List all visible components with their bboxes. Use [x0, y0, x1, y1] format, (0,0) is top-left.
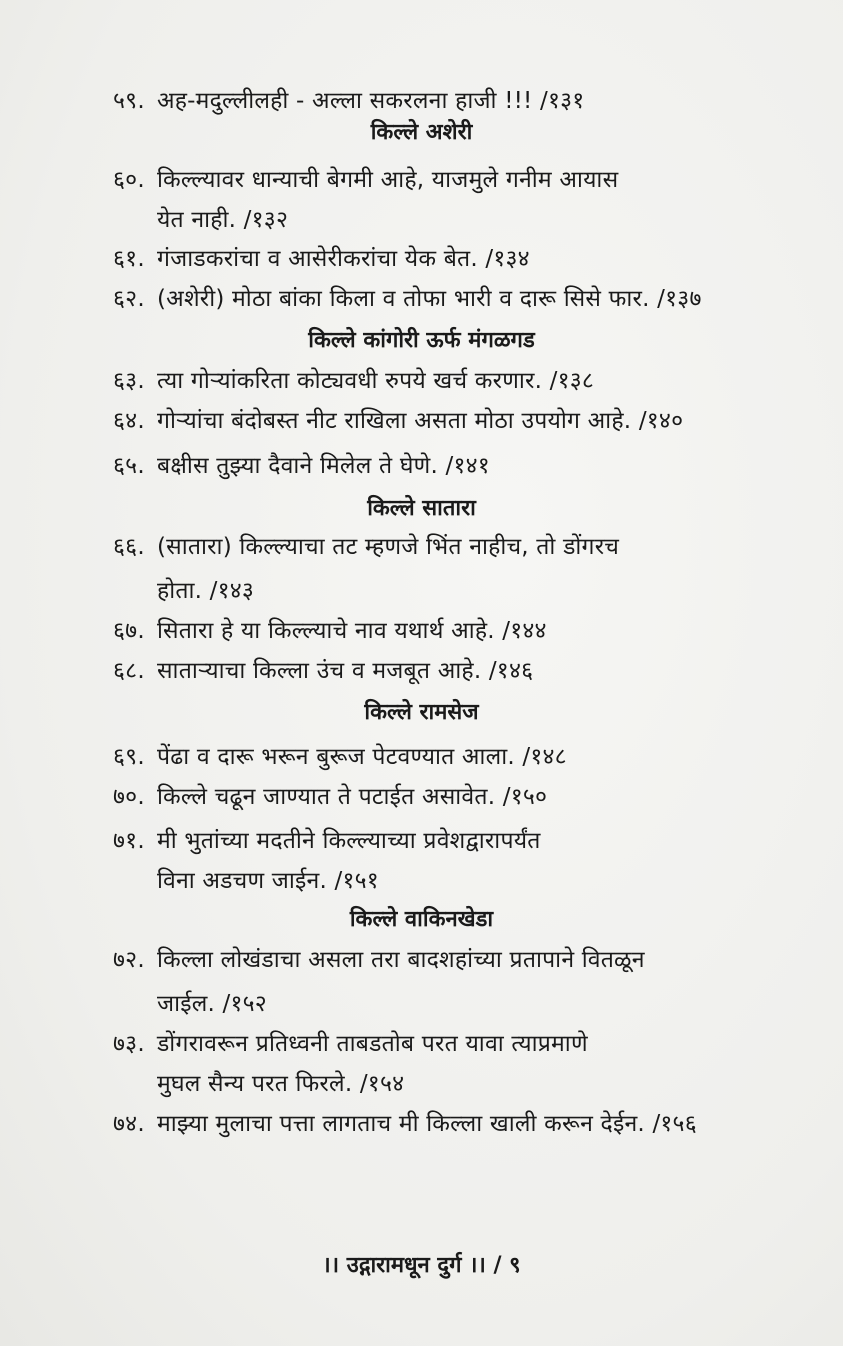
entry-text: किल्ला लोखंडाचा असला तरा बादशहांच्या प्रतापाने वितळून [157, 947, 645, 973]
entry-text: सितारा हे या किल्ल्याचे नाव यथार्थ आहे. /१४४ [157, 618, 547, 644]
entry-number: ६१. [113, 246, 145, 272]
entry-text: (सातारा) किल्ल्याचा तट म्हणजे भिंत नाहीच, तो डोंगरच [157, 534, 620, 560]
section-heading: किल्ले कांगोरी ऊर्फ मंगळगड [308, 328, 535, 353]
entry-number: ७४. [113, 1111, 145, 1137]
entry-text-continuation: मुघल सैन्य परत फिरले. /१५४ [157, 1071, 405, 1097]
entry-text: किल्ल्यावर धान्याची बेगमी आहे, याजमुले गनीम आयास [157, 167, 619, 193]
entry-number: ६७. [113, 618, 145, 644]
page-footer: ।। उद्गारामधून दुर्ग ।। / ९ [322, 1253, 521, 1278]
section-heading: किल्ले वाकिनखेडा [349, 907, 494, 932]
entry-number: ६३. [113, 368, 145, 394]
entry-text: अह-मदुल्लीलही - अल्ला सकरलना हाजी !!! /१३१ [157, 88, 585, 114]
entry-text-continuation: विना अडचण जाईन. /१५१ [157, 868, 379, 894]
entry-text-continuation: येत नाही. /१३२ [157, 207, 289, 233]
section-heading: किल्ले सातारा [367, 496, 476, 521]
entry-number: ६६. [113, 534, 145, 560]
entry-number: ७२. [113, 947, 145, 973]
entry-text: बक्षीस तुझ्या दैवाने मिलेल ते घेणे. /१४१ [157, 453, 490, 479]
entry-number: ६०. [113, 167, 145, 193]
entry-text: साताऱ्याचा किल्ला उंच व मजबूत आहे. /१४६ [157, 658, 534, 684]
entry-number: ६८. [113, 658, 145, 684]
entry-number: ६९. [113, 744, 145, 770]
entry-text-continuation: जाईल. /१५२ [157, 991, 267, 1017]
section-heading: किल्ले अशेरी [370, 120, 473, 145]
entry-number: ७३. [113, 1031, 145, 1057]
entry-text: त्या गोऱ्यांकरिता कोट्यवधी रुपये खर्च करणार. /१३८ [157, 368, 595, 394]
entry-number: ६२. [113, 286, 145, 312]
entry-text: माझ्या मुलाचा पत्ता लागताच मी किल्ला खाली करून देईन. /१५६ [157, 1111, 697, 1137]
section-heading: किल्ले रामसेज [364, 700, 479, 725]
entry-number: ६४. [113, 408, 145, 434]
entry-text: (अशेरी) मोठा बांका किला व तोफा भारी व दारू सिसे फार. /१३७ [157, 286, 702, 312]
entry-number: ७१. [113, 828, 145, 854]
entry-text: डोंगरावरून प्रतिध्वनी ताबडतोब परत यावा त्याप्रमाणे [157, 1031, 588, 1057]
entry-number: ५९. [113, 88, 145, 114]
entry-text: पेंढा व दारू भरून बुरूज पेटवण्यात आला. /१४८ [157, 744, 567, 770]
entry-text: गंजाडकरांचा व आसेरीकरांचा येक बेत. /१३४ [157, 246, 530, 272]
entry-text: मी भुतांच्या मदतीने किल्ल्याच्या प्रवेशद्वारापर्यंत [157, 828, 541, 854]
entry-text: किल्ले चढून जाण्यात ते पटाईत असावेत. /१५० [157, 784, 548, 810]
entry-number: ६५. [113, 453, 145, 479]
entry-text: गोऱ्यांचा बंदोबस्त नीट राखिला असता मोठा उपयोग आहे. /१४० [157, 408, 684, 434]
entry-text-continuation: होता. /१४३ [157, 578, 255, 604]
entry-number: ७०. [113, 784, 145, 810]
